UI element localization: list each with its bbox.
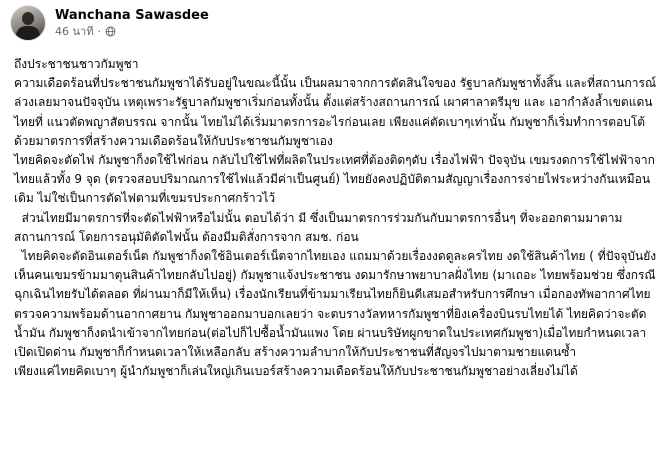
avatar-body [16, 26, 40, 41]
globe-icon[interactable] [105, 26, 116, 37]
post-paragraph: เพียงแค่ไทยคิดเบาๆ ผู้นำกัมพูชาก็เล่นใหญ่เกินเบอร์สร้างความเดือดร้อนให้กับประชาชนกัมพูชาอย่างเลี่ยงไม่ได้ [14, 364, 578, 379]
post-paragraph: ส่วนไทยมีมาตรการที่จะตัดไฟฟ้าหรือไม่นั้น ตอบได้ว่า มี ซึ่งเป็นมาตรการร่วมกันกับมาตรการอื่นๆ ที่จะออกตามมาตามสถานการณ์ โดยการอนุมัติตัดไฟนั้น ต้องมีมติสั่งการจาก สมช. ก่อน [14, 210, 623, 244]
post-header [10, 5, 209, 41]
post-meta [55, 8, 209, 39]
post-paragraph: ถึงประชาชนชาวกัมพูชา [14, 57, 139, 71]
post-timestamp[interactable]: 46 นาที [55, 24, 94, 38]
separator-dot: · [97, 24, 101, 38]
post-paragraph: ไทยคิดจะตัดอินเตอร์เน็ต กัมพูชาก็งดใช้อินเตอร์เน็ตจากไทยเอง แถมมาด้วยเรื่องงดดูละครไทย งดใช้สินค้าไทย ( ที่ปัจจุบันยังเห็นคนเขมรข้ามมาตุนสินค้าไทยกลับไปอยู่) กัมพูชาแจ้งประชาชน งดมารักษาพยาบาลฝั่งไทย (มาเถอะ ไทยพร้อมช่วย ซึ่งกรณีฉุกเฉินไทยรับได้ตลอด ที่ผ่านมาก็มีให้เห็น) เรื่องนักเรียนที่ข้ามมาเรียนไทยก็ยินดีเสมอสำหรับการศึกษา เมื่อกองทัพอากาศไทยตรวจความพร้อมด้านอากาศยาน กัมพูชาออกมาบอกเลยว่า จะตบรางวัลทหารกัมพูชาที่ยิงเครื่องบินรบไทยได้ ไทยคิดว่าจะตัดน้ำมัน กัมพูชาก็งดนำเข้าจากไทยก่อน(ต่อไปก็ไปซื้อน้ำมันแพง โดย ผ่านบริษัทผูกขาดในประเทศกัมพูชา)เมื่อไทยกำหนดเวลาเปิดเปิดด่าน กัมพูชาก็กำหนดเวลาให้เหลือกลับ สร้างความลำบากให้กับประชาชนที่สัญจรไปมาตามชายแดนซ้ำ [14, 249, 657, 360]
post-subline [55, 25, 209, 39]
avatar[interactable] [10, 5, 46, 41]
post-body [14, 55, 662, 381]
avatar-head [22, 12, 34, 25]
post-paragraph: ไทยคิดจะตัดไฟ กัมพูชาก็งดใช้ไฟก่อน กลับไปใช้ไฟที่ผลิตในประเทศที่ต้องติดๆดับ เรื่องไฟฟ้า ปัจจุบัน เขมรงดการใช้ไฟฟ้าจากไทยแล้วทั้ง 9 จุด (ตรวจสอบปริมาณการใช้ไฟแล้วมีค่าเป็นศูนย์) ไทยยังคงปฏิบัติตามสัญญาเรื่องการจ่ายไฟระหว่างกันเหมือนเดิม ไม่ใช่เป็นการตัดไฟตามที่เขมรประกาศกร้าวไว้ [14, 153, 655, 206]
author-name[interactable]: Wanchana Sawasdee [55, 7, 209, 23]
post-paragraph: ความเดือดร้อนที่ประชาชนกัมพูชาได้รับอยู่ในขณะนี้นั้น เป็นผลมาจากการตัดสินใจของ รัฐบาลกัมพูชาทั้งสิ้น และที่สถานการณ์ล่วงเลยมาจนปัจจุบัน เหตุเพราะรัฐบาลกัมพูชาเริ่มก่อนทั้งนั้น ตั้งแต่สร้างสถานการณ์ เผาศาลาตรีมุข และ เอากำลังล้ำเขตแดนไทยที่ แนวตัดพญาสัตบรรณ จากนั้น ไทยไม่ได้เริ่มมาตรการอะไรก่อนเลย เพียงแค่ตัดเบาๆเท่านั้น กัมพูชาก็เริ่มทำการตอบโต้ด้วยมาตรการที่สร้างความเดือดร้อนให้กับประชาชนกัมพูชาเอง [14, 76, 657, 148]
